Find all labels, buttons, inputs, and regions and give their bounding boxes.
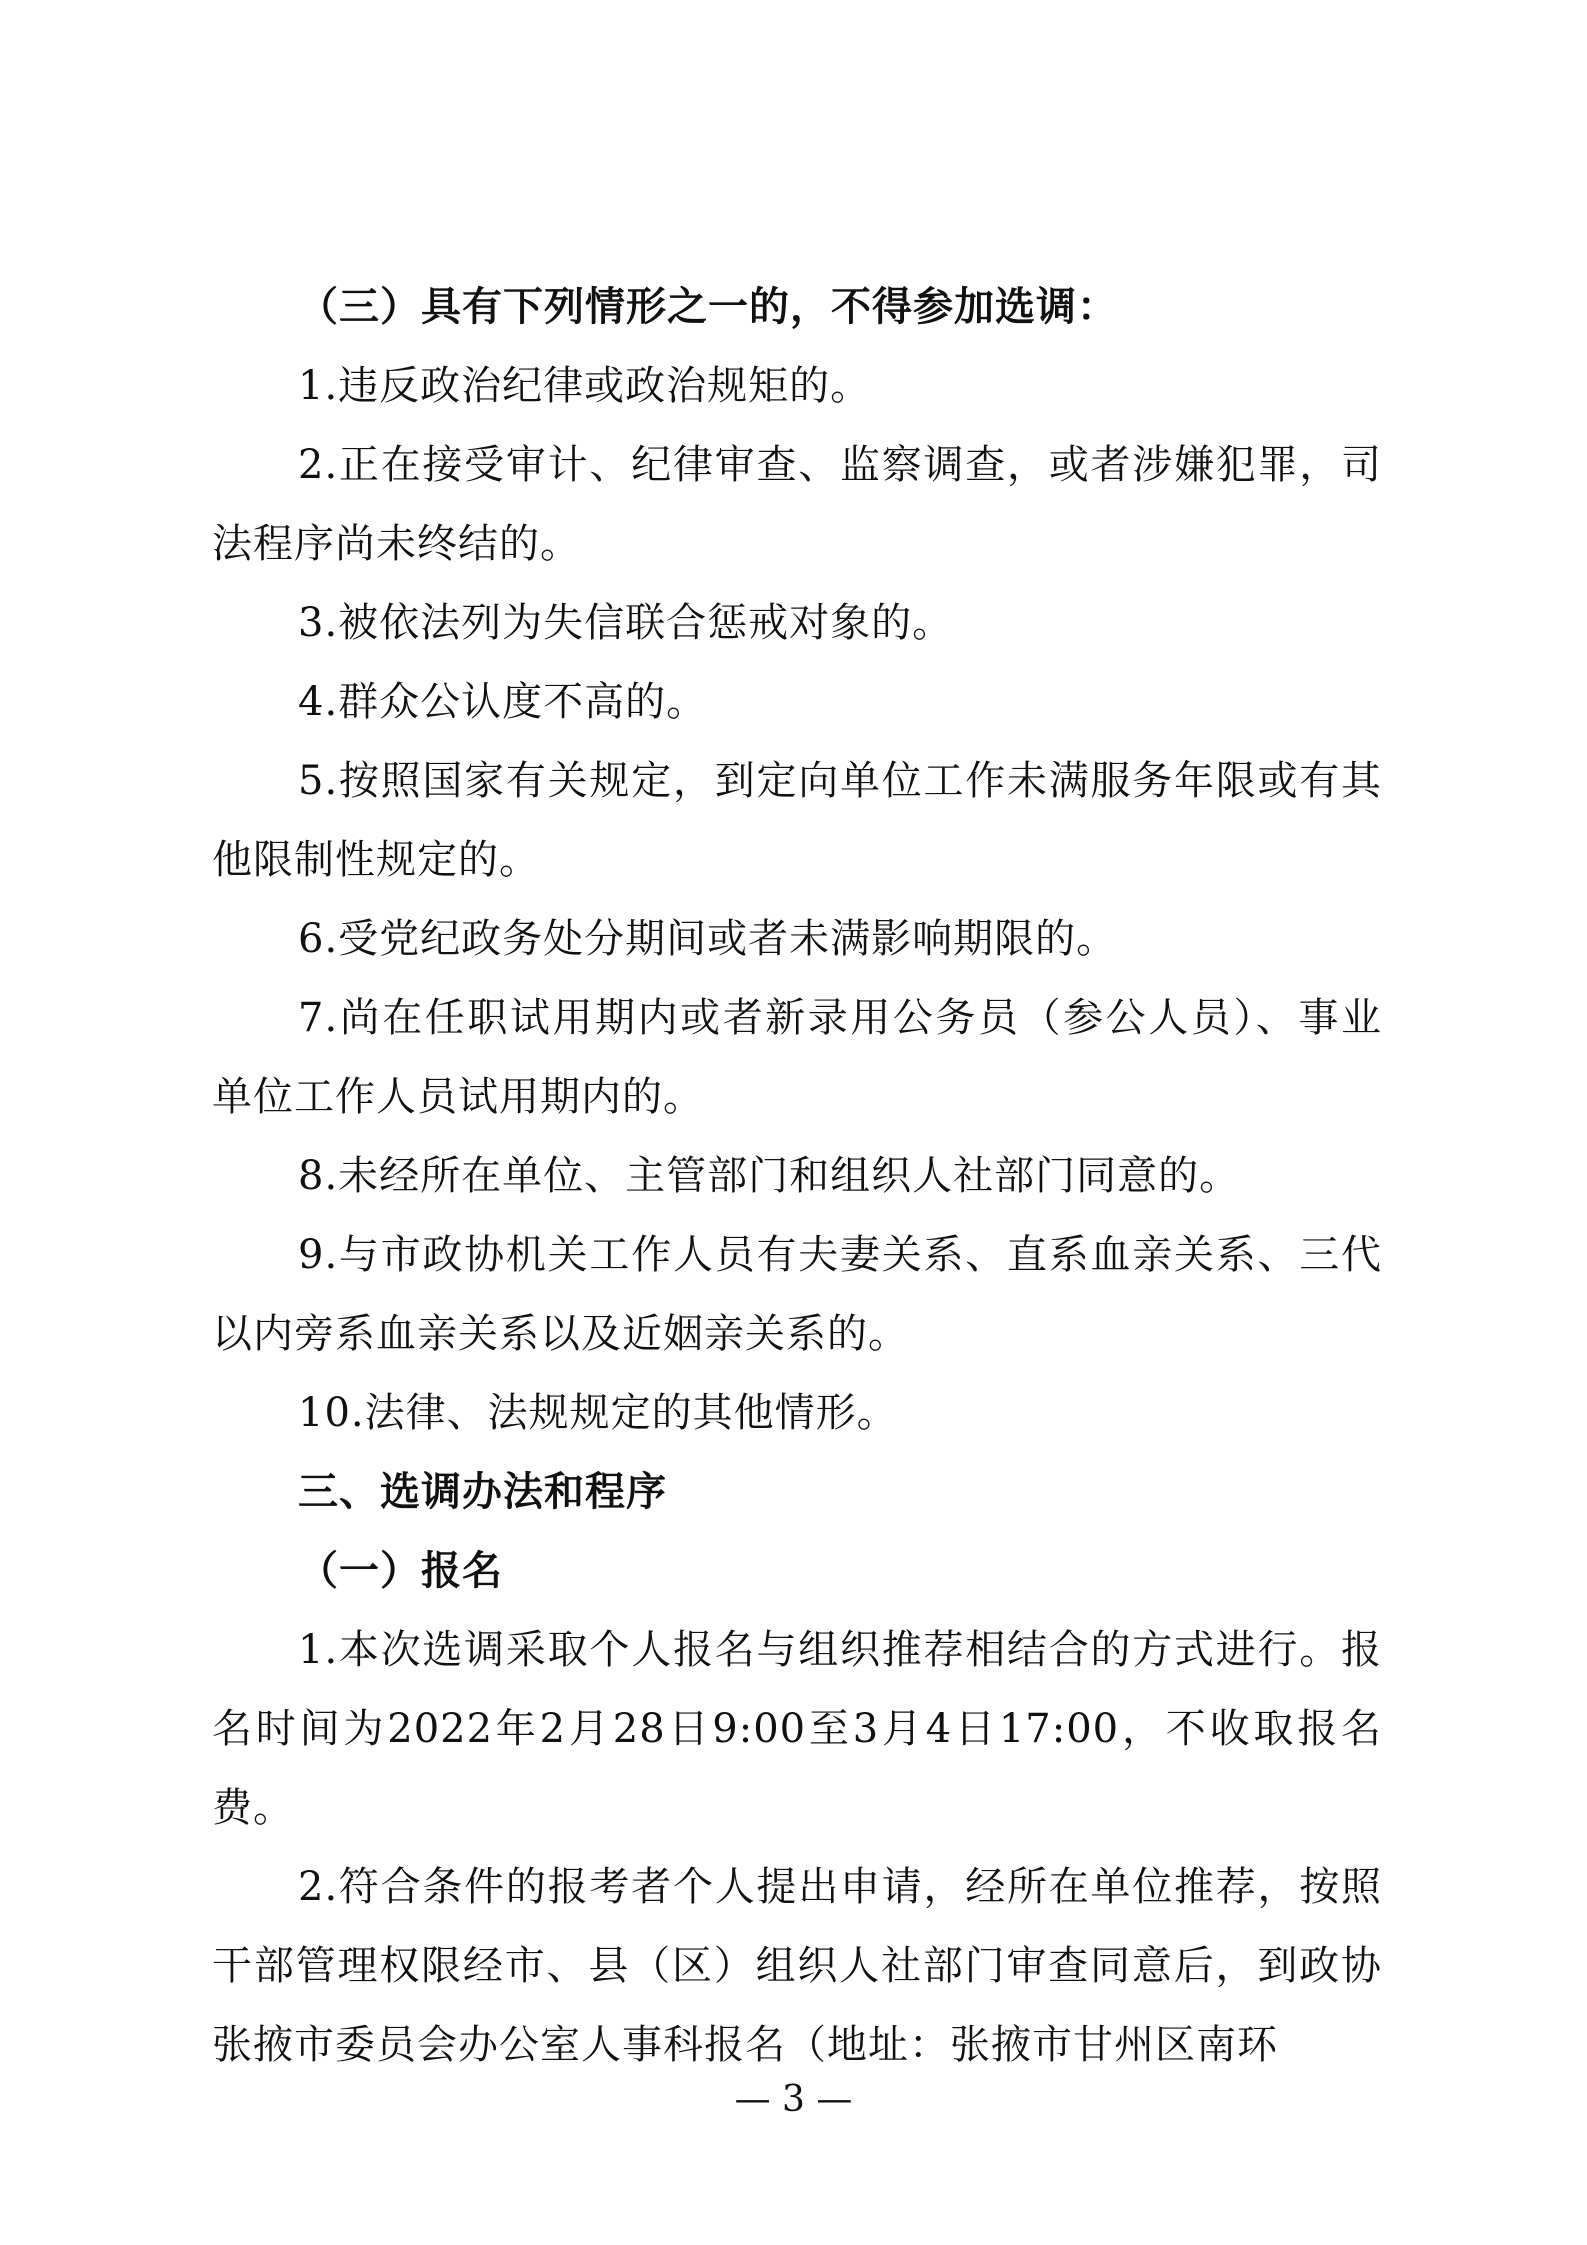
list-item-9: 9.与市政协机关工作人员有夫妻关系、直系血亲关系、三代以内旁系血亲关系以及近姻亲关系的。	[212, 1232, 1382, 1357]
list-item-5: 5.按照国家有关规定，到定向单位工作未满服务年限或有其他限制性规定的。	[212, 758, 1382, 883]
registration-item-2: 2.符合条件的报考者个人提出申请，经所在单位推荐，按照干部管理权限经市、县（区）组织人社部门审查同意后，到政协张掖市委员会办公室人事科报名（地址：张掖市甘州区南环	[212, 1864, 1382, 2068]
section-heading-disqualifications: （三）具有下列情形之一的，不得参加选调：	[298, 284, 1118, 330]
list-item-2: 2.正在接受审计、纪律审查、监察调查，或者涉嫌犯罪，司法程序尚未终结的。	[212, 442, 1382, 567]
page-number: — 3 —	[734, 2079, 853, 2120]
list-item-10: 10.法律、法规规定的其他情形。	[298, 1390, 898, 1436]
list-item-7: 7.尚在任职试用期内或者新录用公务员（参公人员）、事业单位工作人员试用期内的。	[212, 995, 1382, 1120]
registration-item-1: 1.本次选调采取个人报名与组织推荐相结合的方式进行。报名时间为2022年2月28日9:00至3月4日17:00，不收取报名费。	[212, 1627, 1382, 1831]
section-heading-procedure: 三、选调办法和程序	[298, 1469, 667, 1515]
list-item-1: 1.违反政治纪律或政治规矩的。	[298, 363, 872, 409]
list-item-8: 8.未经所在单位、主管部门和组织人社部门同意的。	[298, 1153, 1241, 1199]
subsection-heading-registration: （一）报名	[298, 1548, 503, 1594]
list-item-6: 6.受党纪政务处分期间或者未满影响期限的。	[298, 916, 1118, 962]
document-body	[212, 268, 1382, 2085]
list-item-4: 4.群众公认度不高的。	[298, 679, 708, 725]
list-item-3: 3.被依法列为失信联合惩戒对象的。	[298, 600, 954, 646]
